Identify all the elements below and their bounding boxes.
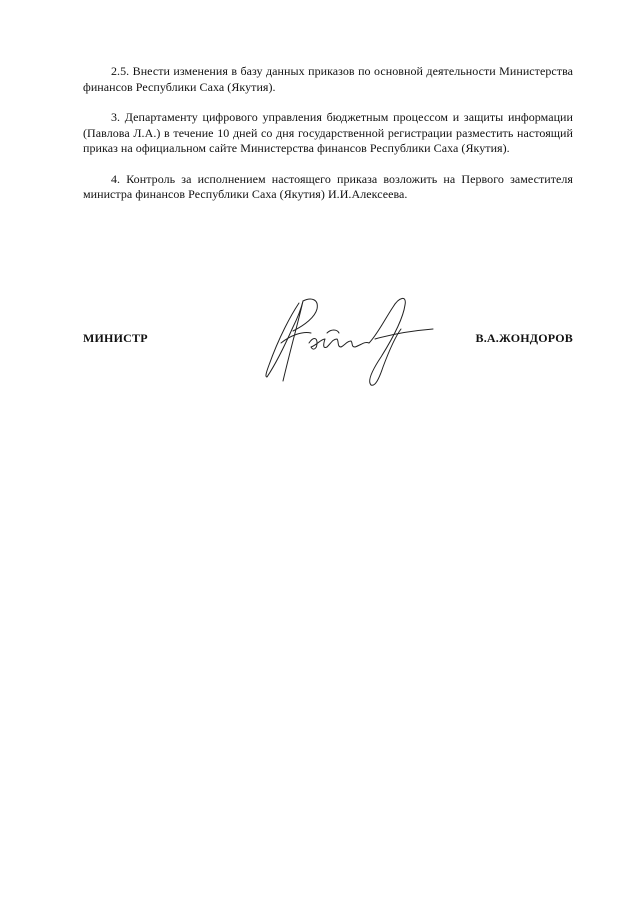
signatory-name: В.А.ЖОНДОРОВ <box>475 331 573 345</box>
handwritten-signature-icon <box>261 285 441 393</box>
signature-block <box>83 285 573 395</box>
paragraph-4: 4. Контроль за исполнением настоящего приказа возложить на Первого заместителя министра финансов Республики Саха (Якутия) И.И.Алексеева. <box>83 171 573 201</box>
document-body <box>83 64 573 218</box>
signatory-position: МИНИСТР <box>83 331 148 345</box>
paragraph-3: 3. Департаменту цифрового управления бюджетным процессом и защиты информации (Павлова Л.А.) в течение 10 дней со дня государственной регистрации разместить настоящий приказ на официальном сайте Министерства финансов Республики Саха (Якутия). <box>83 110 573 155</box>
paragraph-2-5: 2.5. Внести изменения в базу данных приказов по основной деятельности Министерства финансов Республики Саха (Якутия). <box>83 64 573 94</box>
